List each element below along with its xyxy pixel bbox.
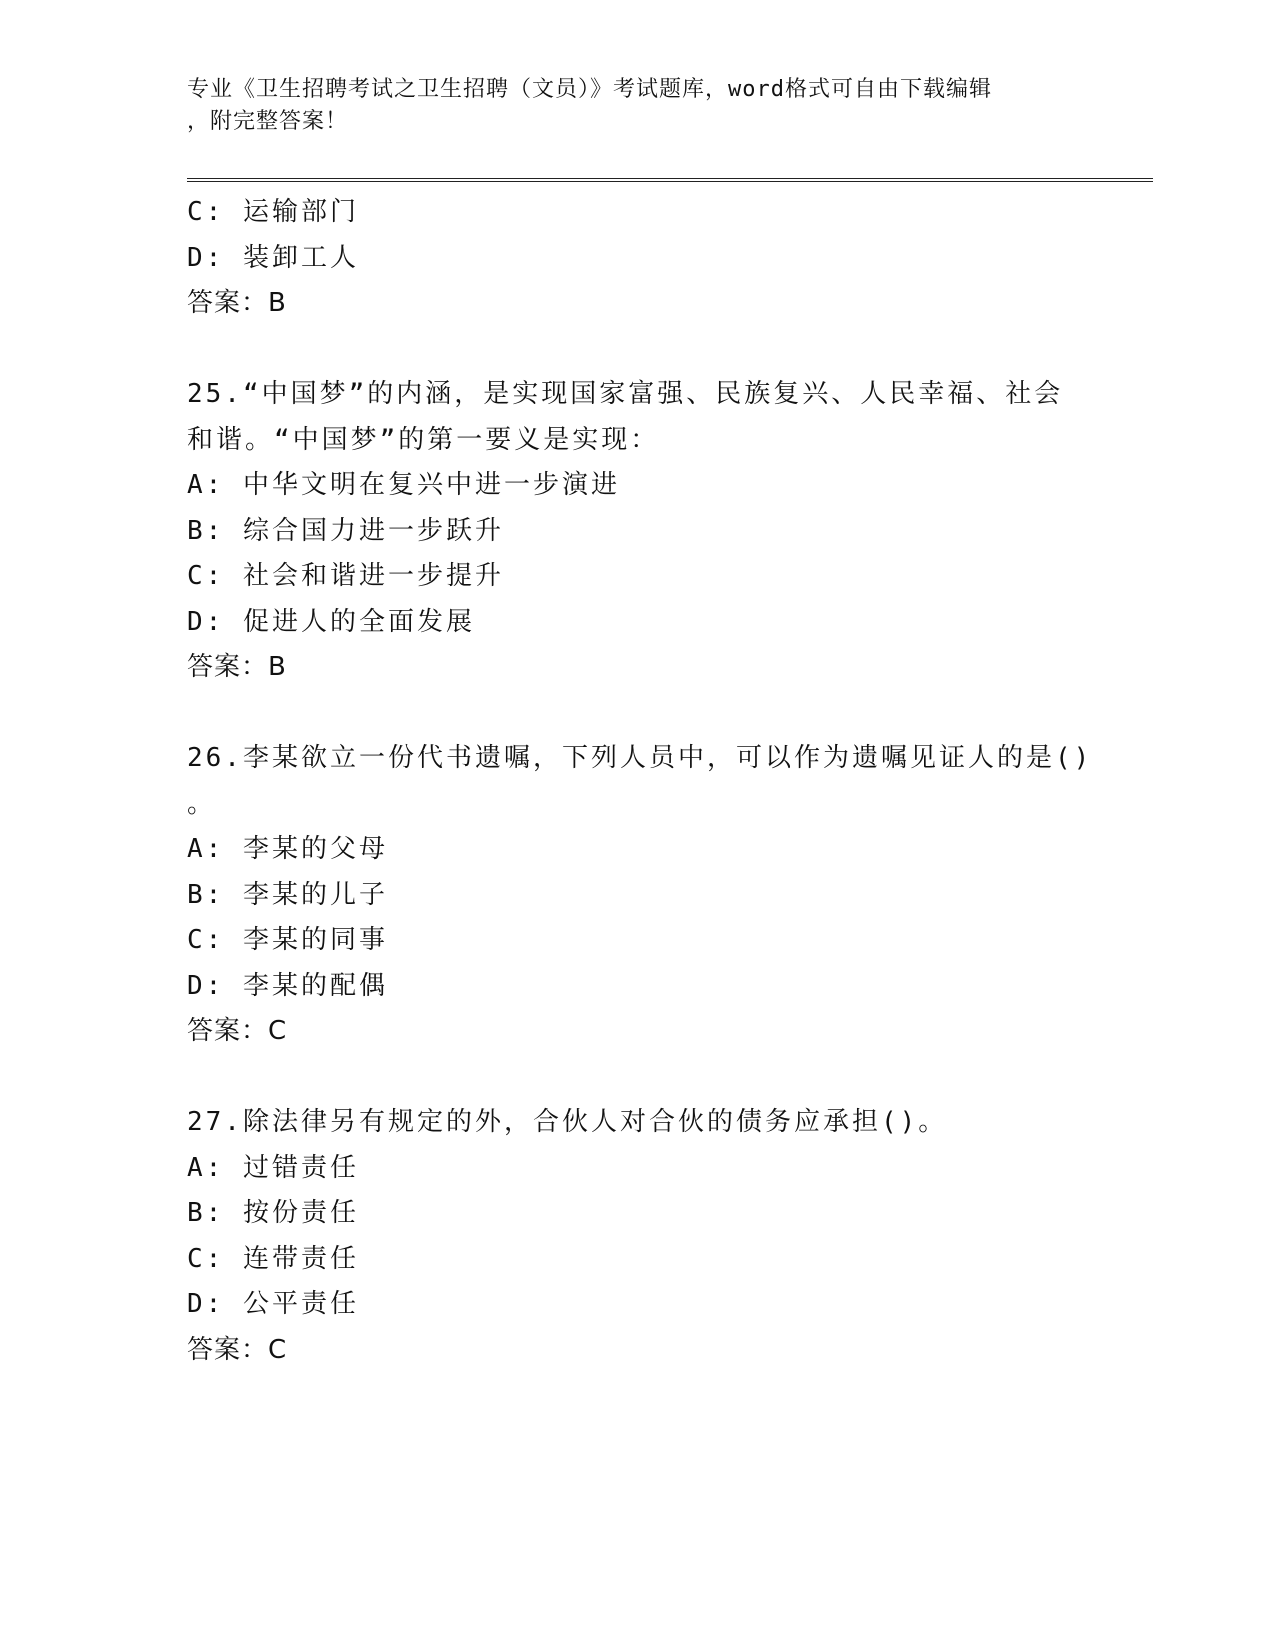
question-list [187, 190, 1093, 1373]
answer: 答案：C [187, 1016, 288, 1046]
spacer [187, 691, 1087, 737]
option-a: A: 中华文明在复兴中进一步演进 [187, 470, 620, 500]
header-line-2: ，附完整答案！ [187, 109, 349, 134]
question-24 [187, 190, 1087, 327]
option-c: C: 运输部门 [187, 197, 359, 227]
question-25 [187, 372, 1087, 691]
header-line-1: 专业《卫生招聘考试之卫生招聘（文员）》考试题库，word格式可自由下载编辑 [187, 77, 992, 102]
question-text-continued: 和谐。“中国梦”的第一要义是实现： [187, 424, 660, 455]
option-d: D: 公平责任 [187, 1289, 359, 1319]
option-a: A: 李某的父母 [187, 834, 388, 864]
option-b: B: 按份责任 [187, 1198, 359, 1228]
spacer [187, 1055, 1087, 1101]
option-b: B: 综合国力进一步跃升 [187, 515, 504, 546]
question-text: 26.李某欲立一份代书遗嘱，下列人员中，可以作为遗嘱见证人的是() [187, 743, 1093, 773]
question-27 [187, 1100, 1087, 1373]
option-d: D: 李某的配偶 [187, 970, 388, 1001]
question-text: 25.“中国梦”的内涵，是实现国家富强、民族复兴、人民幸福、社会 [187, 379, 1064, 409]
option-c: C: 社会和谐进一步提升 [187, 561, 504, 591]
question-26 [187, 736, 1093, 1055]
option-a: A: 过错责任 [187, 1152, 359, 1183]
answer: 答案：B [187, 288, 287, 318]
question-text: 27.除法律另有规定的外，合伙人对合伙的债务应承担()。 [187, 1107, 948, 1137]
document-header [187, 74, 1067, 138]
option-d: D: 装卸工人 [187, 242, 359, 273]
option-d: D: 促进人的全面发展 [187, 606, 475, 637]
option-c: C: 李某的同事 [187, 925, 388, 955]
question-text-continued: 。 [187, 788, 217, 819]
answer: 答案：B [187, 652, 287, 682]
answer: 答案：C [187, 1334, 288, 1365]
header-divider [187, 178, 1153, 182]
option-c: C: 连带责任 [187, 1243, 359, 1274]
option-b: B: 李某的儿子 [187, 879, 388, 910]
spacer [187, 327, 1087, 373]
